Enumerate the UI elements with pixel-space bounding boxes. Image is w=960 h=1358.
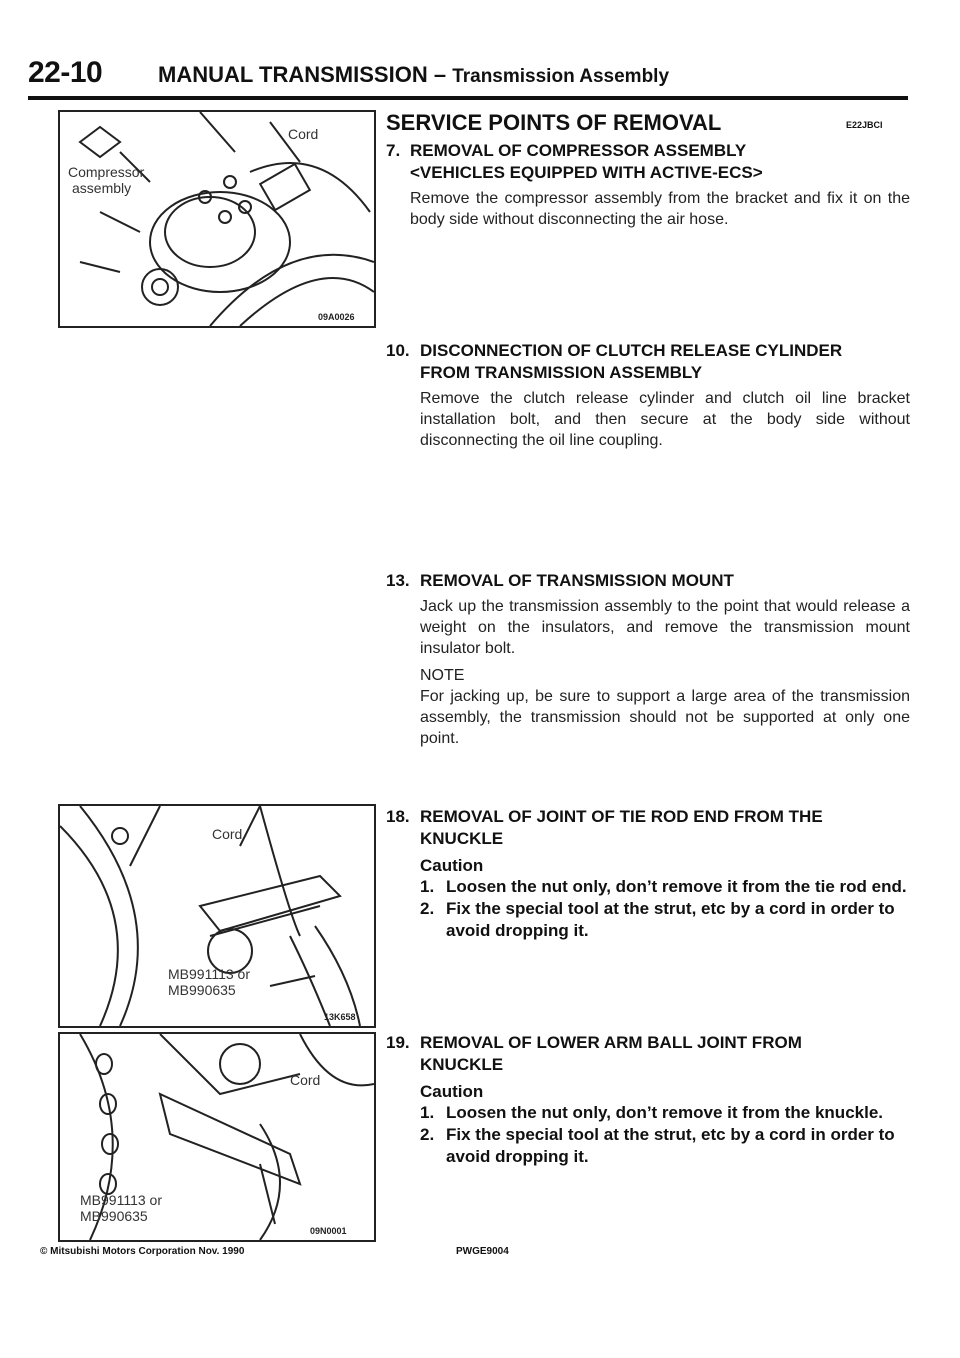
item-10-number: 10. [386, 341, 410, 360]
item-19-caution-2-number: 2. [420, 1125, 435, 1144]
page-header [28, 56, 908, 100]
fig3-label-tool-1: MB991113 or [80, 1192, 162, 1208]
item-7-title-line-2: <VEHICLES EQUIPPED WITH ACTIVE-ECS> [410, 163, 763, 182]
figure-compressor [58, 110, 376, 328]
item-13-title-line-1: REMOVAL OF TRANSMISSION MOUNT [420, 571, 734, 590]
figure-ball-joint [58, 1032, 376, 1242]
title-main: MANUAL TRANSMISSION – [158, 62, 447, 87]
item-18-caution-1-number: 1. [420, 877, 435, 896]
page-title [158, 62, 669, 88]
item-18-title [386, 806, 910, 850]
item-19-title-line-1: REMOVAL OF LOWER ARM BALL JOINT FROM [420, 1033, 802, 1052]
section-code: E22JBCI [846, 120, 883, 130]
fig3-label-tool-2: MB990635 [80, 1208, 148, 1224]
fig1-code: 09A0026 [318, 312, 355, 322]
item-18-caution-label: Caution [420, 856, 484, 875]
footer-copyright: © Mitsubishi Motors Corporation Nov. 1990 [40, 1246, 245, 1257]
item-18-title-line-2: KNUCKLE [420, 829, 504, 848]
title-subtitle: Transmission Assembly [452, 66, 670, 87]
item-7-title-line-1: REMOVAL OF COMPRESSOR ASSEMBLY [410, 141, 747, 160]
fig2-label-tool-1: MB991113 or [168, 966, 250, 982]
fig1-label-assembly: assembly [72, 180, 132, 196]
item-10 [386, 340, 910, 451]
item-10-title-line-2: FROM TRANSMISSION ASSEMBLY [420, 363, 703, 382]
item-7 [386, 140, 910, 230]
fig1-label-cord: Cord [288, 126, 319, 142]
item-13-title [386, 570, 910, 592]
item-19-caution-2 [386, 1124, 910, 1168]
fig1-label-compressor: Compressor [68, 164, 145, 180]
item-13-number: 13. [386, 571, 410, 590]
item-19-caution-2-text: Fix the special tool at the strut, etc by a cord in order to avoid dropping it. [446, 1125, 895, 1166]
item-18-title-line-1: REMOVAL OF JOINT OF TIE ROD END FROM THE [420, 807, 823, 826]
compressor-illustration [60, 112, 374, 326]
section-title: SERVICE POINTS OF REMOVAL [386, 110, 722, 135]
fig2-code: 13K658 [324, 1012, 356, 1022]
fig2-label-tool-2: MB990635 [168, 982, 236, 998]
item-18-caution-2 [386, 898, 910, 942]
figure-tie-rod [58, 804, 376, 1028]
item-13-note: For jacking up, be sure to support a large area of the transmission assembly, the transmission should not be supported at only one point. [420, 688, 910, 747]
item-18-number: 18. [386, 807, 410, 826]
item-10-body: Remove the clutch release cylinder and clutch oil line bracket installation bolt, and then secure at the body side without disconnecting the oil line coupling. [420, 390, 910, 449]
item-19-title-line-2: KNUCKLE [420, 1055, 504, 1074]
item-13-note-label: NOTE [420, 667, 465, 684]
item-19-number: 19. [386, 1033, 410, 1052]
item-19-caution-1-number: 1. [420, 1103, 435, 1122]
item-7-title [386, 140, 910, 184]
fig3-code: 09N0001 [310, 1226, 347, 1236]
item-18-caution-1 [386, 876, 910, 898]
page-number: 22-10 [28, 56, 103, 89]
footer-code: PWGE9004 [456, 1246, 509, 1257]
item-13-body: Jack up the transmission assembly to the point that would release a weight on the insulators, and remove the transmission mount insulator bolt. [420, 598, 910, 657]
item-10-title-line-1: DISCONNECTION OF CLUTCH RELEASE CYLINDER [420, 341, 843, 360]
item-18-caution-2-number: 2. [420, 899, 435, 918]
fig3-label-cord: Cord [290, 1072, 321, 1088]
item-7-number: 7. [386, 141, 401, 160]
item-18-caution-2-text: Fix the special tool at the strut, etc by a cord in order to avoid dropping it. [446, 899, 895, 940]
item-18 [386, 806, 910, 942]
item-19-caution-1-text: Loosen the nut only, don’t remove it from the knuckle. [446, 1103, 884, 1122]
item-10-title [386, 340, 910, 384]
item-19-title [386, 1032, 910, 1076]
item-7-body: Remove the compressor assembly from the bracket and fix it on the body side without disconnecting the air hose. [410, 190, 910, 228]
item-19 [386, 1032, 910, 1168]
item-13 [386, 570, 910, 749]
item-18-caution-1-text: Loosen the nut only, don’t remove it from the tie rod end. [446, 877, 907, 896]
item-19-caution-1 [386, 1102, 910, 1124]
item-19-caution-label: Caution [420, 1082, 484, 1101]
fig2-label-cord: Cord [212, 826, 243, 842]
